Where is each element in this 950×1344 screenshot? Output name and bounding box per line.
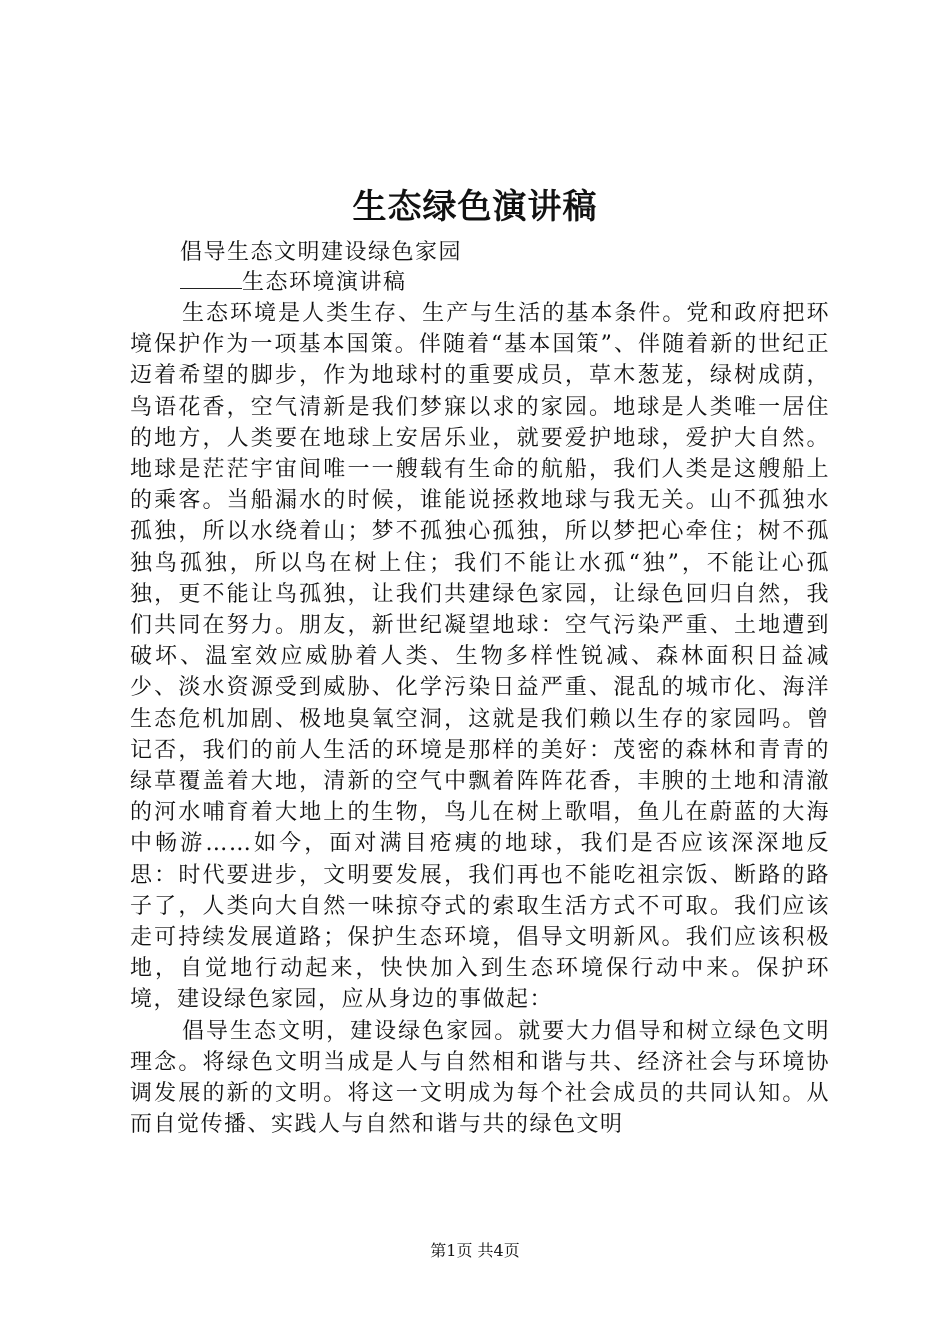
document-subtitle-text: 生态环境演讲稿 <box>242 270 407 295</box>
body-paragraph: 倡导生态文明，建设绿色家园。就要大力倡导和树立绿色文明理念。将绿色文明当成是人与自然相和谐与共、经济社会与环境协调发展的新的文明。将这一文明成为每个社会成员的共同认知。从而自觉传播、实践人与自然和谐与共的绿色文明 <box>130 1018 830 1138</box>
underline-blank <box>180 268 242 289</box>
page-number: 第1页 共4页 <box>430 1241 520 1260</box>
document-body <box>130 298 830 1140</box>
body-paragraph: 生态环境是人类生存、生产与生活的基本条件。党和政府把环境保护作为一项基本国策。伴随着“基本国策”、伴随着新的世纪正迈着希望的脚步，作为地球村的重要成员，草木葱茏，绿树成荫，鸟语花香，空气清新是我们梦寐以求的家园。地球是人类唯一居住的地方，人类要在地球上安居乐业，就要爱护地球，爱护大自然。地球是茫茫宇宙间唯一一艘载有生命的航船，我们人类是这艘船上的乘客。当船漏水的时候，谁能说拯救地球与我无关。山不孤独水孤独，所以水绕着山；梦不孤独心孤独，所以梦把心牵住；树不孤独鸟孤独，所以鸟在树上住；我们不能让水孤“独”，不能让心孤独，更不能让鸟孤独，让我们共建绿色家园，让绿色回归自然，我们共同在努力。朋友，新世纪凝望地球：空气污染严重、土地遭到破坏、温室效应威胁着人类、生物多样性锐减、森林面积日益减少、淡水资源受到威胁、化学污染日益严重、混乱的城市化、海洋生态危机加剧、极地臭氧空洞，这就是我们赖以生存的家园吗。曾记否，我们的前人生活的环境是那样的美好：茂密的森林和青青的绿草覆盖着大地，清新的空气中飘着阵阵花香，丰腴的土地和清澈的河水哺育着大地上的生物，鸟儿在树上歌唱，鱼儿在蔚蓝的大海中畅游……如今，面对满目疮痍的地球，我们是否应该深深地反思：时代要进步，文明要发展，我们再也不能吃祖宗饭、断路的路子了，人类向大自然一味掠夺式的索取生活方式不可取。我们应该走可持续发展道路；保护生态环境，倡导文明新风。我们应该积极地，自觉地行动起来，快快加入到生态环境保行动中来。保护环境，建设绿色家园，应从身边的事做起： <box>130 301 830 1013</box>
document-subtitle: 倡导生态文明建设绿色家园 <box>180 240 463 265</box>
document-subtitle-line <box>180 268 407 298</box>
document-title: 生态绿色演讲稿 <box>352 187 598 227</box>
